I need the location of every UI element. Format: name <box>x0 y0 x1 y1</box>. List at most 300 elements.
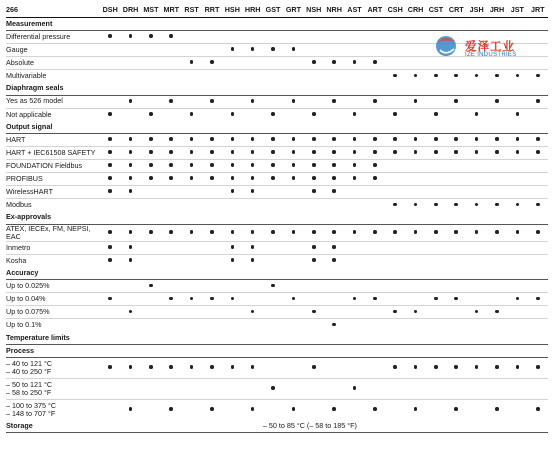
availability-dot-icon <box>536 297 540 301</box>
cell-crt <box>446 319 466 332</box>
cell-jrh <box>487 186 507 199</box>
cell-mrt <box>161 186 181 199</box>
cell-crt <box>446 147 466 160</box>
cell-drh <box>120 31 140 44</box>
cell-ast <box>344 44 364 57</box>
cell-jst <box>507 357 527 378</box>
cell-rrt <box>202 173 222 186</box>
cell-jst <box>507 108 527 121</box>
cell-mst <box>141 147 161 160</box>
cell-csh <box>385 160 405 173</box>
cell-gst <box>263 147 283 160</box>
cell-rrt <box>202 31 222 44</box>
cell-csh <box>385 199 405 212</box>
cell-jsh <box>466 173 486 186</box>
cell-dsh <box>100 280 120 293</box>
cell-crh <box>405 224 425 241</box>
cell-crh <box>405 44 425 57</box>
cell-crh <box>405 254 425 267</box>
row-label: – 40 to 121 °C – 40 to 250 °F <box>6 358 53 376</box>
cell-nsh <box>304 306 324 319</box>
cell-rrt <box>202 254 222 267</box>
cell-rst <box>181 134 201 147</box>
cell-cst <box>426 399 446 420</box>
table-body <box>6 18 548 433</box>
cell-csh <box>385 70 405 83</box>
cell-crh <box>405 280 425 293</box>
availability-dot-icon <box>190 365 194 369</box>
column-header-grt: GRT <box>285 4 301 14</box>
cell-hsh <box>222 173 242 186</box>
availability-dot-icon <box>251 230 255 234</box>
cell-art <box>365 280 385 293</box>
availability-dot-icon <box>414 203 418 207</box>
section-header <box>6 83 548 96</box>
availability-dot-icon <box>231 258 235 262</box>
cell-jrh <box>487 254 507 267</box>
cell-rrt <box>202 224 222 241</box>
availability-dot-icon <box>434 230 438 234</box>
cell-grt <box>283 280 303 293</box>
cell-cst <box>426 293 446 306</box>
cell-nrh <box>324 108 344 121</box>
cell-csh <box>385 280 405 293</box>
cell-nsh <box>304 108 324 121</box>
cell-nrh <box>324 306 344 319</box>
availability-dot-icon <box>536 137 540 141</box>
cell-mst <box>141 280 161 293</box>
column-header-crt: CRT <box>448 4 464 14</box>
cell-jrh <box>487 241 507 254</box>
cell-jrt <box>528 147 548 160</box>
cell-jsh <box>466 134 486 147</box>
availability-dot-icon <box>251 365 255 369</box>
availability-dot-icon <box>108 34 112 38</box>
cell-jrh <box>487 293 507 306</box>
cell-crh <box>405 241 425 254</box>
availability-dot-icon <box>332 60 336 64</box>
cell-nrh <box>324 57 344 70</box>
availability-dot-icon <box>516 230 520 234</box>
cell-gst <box>263 57 283 70</box>
availability-dot-icon <box>353 230 357 234</box>
cell-crh <box>405 306 425 319</box>
availability-dot-icon <box>536 150 540 154</box>
availability-dot-icon <box>516 74 520 78</box>
cell-nrh <box>324 147 344 160</box>
cell-rst <box>181 399 201 420</box>
table-row <box>6 108 548 121</box>
cell-mst <box>141 160 161 173</box>
row-label: Multivariable <box>6 71 47 81</box>
availability-dot-icon <box>454 297 458 301</box>
availability-dot-icon <box>312 310 316 314</box>
cell-crt <box>446 280 466 293</box>
availability-dot-icon <box>312 189 316 193</box>
cell-crt <box>446 173 466 186</box>
cell-jst <box>507 134 527 147</box>
cell-hrh <box>243 57 263 70</box>
cell-gst <box>263 173 283 186</box>
availability-dot-icon <box>434 365 438 369</box>
cell-mrt <box>161 319 181 332</box>
cell-crt <box>446 254 466 267</box>
cell-art <box>365 160 385 173</box>
cell-grt <box>283 199 303 212</box>
cell-dsh <box>100 186 120 199</box>
cell-nrh <box>324 378 344 399</box>
cell-jsh <box>466 357 486 378</box>
column-header-rrt: RRT <box>204 4 220 14</box>
cell-jst <box>507 147 527 160</box>
cell-crt <box>446 241 466 254</box>
availability-dot-icon <box>129 230 133 234</box>
availability-dot-icon <box>149 163 153 167</box>
cell-jsh <box>466 199 486 212</box>
availability-dot-icon <box>108 365 112 369</box>
cell-jsh <box>466 186 486 199</box>
cell-jst <box>507 70 527 83</box>
cell-rrt <box>202 160 222 173</box>
cell-rrt <box>202 44 222 57</box>
cell-crh <box>405 95 425 108</box>
availability-dot-icon <box>393 137 397 141</box>
cell-rrt <box>202 319 222 332</box>
cell-hsh <box>222 224 242 241</box>
cell-grt <box>283 134 303 147</box>
cell-hrh <box>243 293 263 306</box>
availability-dot-icon <box>332 137 336 141</box>
cell-grt <box>283 357 303 378</box>
cell-grt <box>283 173 303 186</box>
cell-gst <box>263 357 283 378</box>
cell-jrt <box>528 108 548 121</box>
storage-label: Storage <box>6 420 100 433</box>
availability-dot-icon <box>210 407 214 411</box>
availability-dot-icon <box>190 150 194 154</box>
cell-mst <box>141 134 161 147</box>
cell-dsh <box>100 44 120 57</box>
cell-ast <box>344 254 364 267</box>
cell-hsh <box>222 186 242 199</box>
cell-grt <box>283 293 303 306</box>
cell-nrh <box>324 241 344 254</box>
cell-rst <box>181 199 201 212</box>
table-row <box>6 280 548 293</box>
availability-dot-icon <box>149 284 153 288</box>
cell-art <box>365 319 385 332</box>
availability-dot-icon <box>353 386 357 390</box>
availability-dot-icon <box>129 176 133 180</box>
cell-crh <box>405 399 425 420</box>
cell-mst <box>141 306 161 319</box>
availability-dot-icon <box>231 112 235 116</box>
section-title: Ex-approvals <box>6 212 548 225</box>
availability-dot-icon <box>129 150 133 154</box>
cell-jsh <box>466 70 486 83</box>
cell-ast <box>344 147 364 160</box>
availability-dot-icon <box>129 137 133 141</box>
availability-dot-icon <box>475 137 479 141</box>
cell-jst <box>507 280 527 293</box>
cell-csh <box>385 95 405 108</box>
cell-crh <box>405 186 425 199</box>
availability-dot-icon <box>495 99 499 103</box>
cell-jrt <box>528 293 548 306</box>
availability-dot-icon <box>190 176 194 180</box>
availability-dot-icon <box>231 137 235 141</box>
cell-crt <box>446 357 466 378</box>
availability-dot-icon <box>312 112 316 116</box>
availability-dot-icon <box>495 203 499 207</box>
cell-nrh <box>324 357 344 378</box>
cell-nsh <box>304 357 324 378</box>
cell-dsh <box>100 70 120 83</box>
availability-dot-icon <box>169 176 173 180</box>
cell-hsh <box>222 44 242 57</box>
cell-nsh <box>304 44 324 57</box>
availability-dot-icon <box>292 297 296 301</box>
cell-cst <box>426 306 446 319</box>
cell-csh <box>385 147 405 160</box>
availability-dot-icon <box>292 99 296 103</box>
cell-rst <box>181 160 201 173</box>
availability-dot-icon <box>414 74 418 78</box>
availability-dot-icon <box>414 137 418 141</box>
availability-dot-icon <box>475 74 479 78</box>
table-row <box>6 173 548 186</box>
availability-dot-icon <box>251 47 255 51</box>
column-header-ast: AST <box>347 4 362 14</box>
cell-nrh <box>324 280 344 293</box>
availability-dot-icon <box>231 230 235 234</box>
availability-dot-icon <box>129 310 133 314</box>
cell-crt <box>446 134 466 147</box>
cell-mrt <box>161 399 181 420</box>
cell-mrt <box>161 280 181 293</box>
cell-hsh <box>222 134 242 147</box>
cell-cst <box>426 224 446 241</box>
cell-rrt <box>202 57 222 70</box>
column-header-crh: CRH <box>407 4 424 14</box>
cell-rst <box>181 357 201 378</box>
availability-dot-icon <box>353 297 357 301</box>
cell-csh <box>385 31 405 44</box>
cell-jrh <box>487 399 507 420</box>
cell-cst <box>426 173 446 186</box>
cell-art <box>365 134 385 147</box>
cell-drh <box>120 160 140 173</box>
availability-dot-icon <box>190 60 194 64</box>
availability-dot-icon <box>332 189 336 193</box>
availability-dot-icon <box>271 112 275 116</box>
availability-dot-icon <box>516 365 520 369</box>
cell-dsh <box>100 108 120 121</box>
availability-dot-icon <box>516 297 520 301</box>
cell-jsh <box>466 378 486 399</box>
cell-rrt <box>202 70 222 83</box>
availability-dot-icon <box>190 137 194 141</box>
storage-row <box>6 420 548 433</box>
availability-dot-icon <box>332 245 336 249</box>
availability-dot-icon <box>292 150 296 154</box>
cell-crh <box>405 293 425 306</box>
cell-dsh <box>100 173 120 186</box>
cell-gst <box>263 199 283 212</box>
cell-art <box>365 57 385 70</box>
table-row <box>6 147 548 160</box>
cell-grt <box>283 95 303 108</box>
cell-crh <box>405 108 425 121</box>
cell-crt <box>446 399 466 420</box>
cell-art <box>365 186 385 199</box>
cell-art <box>365 70 385 83</box>
cell-csh <box>385 173 405 186</box>
cell-jrh <box>487 108 507 121</box>
cell-ast <box>344 57 364 70</box>
cell-mrt <box>161 134 181 147</box>
cell-drh <box>120 241 140 254</box>
row-label: Yes as 526 model <box>6 96 63 106</box>
cell-grt <box>283 57 303 70</box>
cell-nsh <box>304 95 324 108</box>
cell-csh <box>385 57 405 70</box>
availability-dot-icon <box>149 365 153 369</box>
availability-dot-icon <box>332 258 336 262</box>
cell-rrt <box>202 95 222 108</box>
row-label: Inmetro <box>6 242 31 252</box>
cell-cst <box>426 108 446 121</box>
cell-jsh <box>466 147 486 160</box>
cell-grt <box>283 241 303 254</box>
availability-dot-icon <box>129 407 133 411</box>
cell-dsh <box>100 254 120 267</box>
availability-dot-icon <box>516 112 520 116</box>
availability-dot-icon <box>271 386 275 390</box>
cell-rst <box>181 293 201 306</box>
cell-jst <box>507 293 527 306</box>
availability-dot-icon <box>373 407 377 411</box>
availability-dot-icon <box>516 203 520 207</box>
cell-mst <box>141 31 161 44</box>
cell-cst <box>426 160 446 173</box>
cell-rrt <box>202 108 222 121</box>
cell-jst <box>507 254 527 267</box>
cell-rrt <box>202 306 222 319</box>
cell-art <box>365 378 385 399</box>
cell-grt <box>283 147 303 160</box>
cell-mrt <box>161 378 181 399</box>
availability-dot-icon <box>190 112 194 116</box>
cell-grt <box>283 319 303 332</box>
cell-ast <box>344 108 364 121</box>
availability-dot-icon <box>332 176 336 180</box>
cell-hsh <box>222 57 242 70</box>
cell-nsh <box>304 31 324 44</box>
cell-cst <box>426 357 446 378</box>
cell-hrh <box>243 399 263 420</box>
cell-jsh <box>466 399 486 420</box>
cell-jrh <box>487 224 507 241</box>
availability-dot-icon <box>414 150 418 154</box>
cell-grt <box>283 186 303 199</box>
table-row <box>6 199 548 212</box>
cell-mst <box>141 199 161 212</box>
availability-dot-icon <box>332 323 336 327</box>
cell-jrh <box>487 280 507 293</box>
cell-drh <box>120 199 140 212</box>
cell-mst <box>141 95 161 108</box>
cell-jsh <box>466 254 486 267</box>
availability-dot-icon <box>332 163 336 167</box>
cell-jst <box>507 378 527 399</box>
cell-art <box>365 293 385 306</box>
cell-jrh <box>487 95 507 108</box>
availability-dot-icon <box>292 230 296 234</box>
cell-gst <box>263 293 283 306</box>
table-row <box>6 70 548 83</box>
availability-dot-icon <box>129 189 133 193</box>
cell-rrt <box>202 147 222 160</box>
cell-mrt <box>161 95 181 108</box>
cell-nrh <box>324 160 344 173</box>
row-label: Differential pressure <box>6 31 71 41</box>
section-title: Measurement <box>6 18 548 31</box>
cell-hrh <box>243 378 263 399</box>
cell-ast <box>344 173 364 186</box>
cell-hsh <box>222 306 242 319</box>
specification-table <box>6 3 548 433</box>
cell-hsh <box>222 108 242 121</box>
cell-hrh <box>243 95 263 108</box>
cell-mrt <box>161 147 181 160</box>
cell-drh <box>120 254 140 267</box>
row-label: HART + IEC61508 SAFETY <box>6 147 96 157</box>
cell-grt <box>283 160 303 173</box>
table-row <box>6 319 548 332</box>
availability-dot-icon <box>149 112 153 116</box>
cell-crt <box>446 160 466 173</box>
cell-rst <box>181 241 201 254</box>
availability-dot-icon <box>312 60 316 64</box>
availability-dot-icon <box>129 365 133 369</box>
cell-art <box>365 44 385 57</box>
availability-dot-icon <box>414 407 418 411</box>
cell-art <box>365 399 385 420</box>
cell-nrh <box>324 293 344 306</box>
section-header <box>6 121 548 134</box>
availability-dot-icon <box>373 137 377 141</box>
cell-art <box>365 254 385 267</box>
availability-dot-icon <box>108 150 112 154</box>
availability-dot-icon <box>251 150 255 154</box>
section-header <box>6 18 548 31</box>
cell-nsh <box>304 57 324 70</box>
cell-crh <box>405 319 425 332</box>
cell-gst <box>263 254 283 267</box>
cell-mrt <box>161 224 181 241</box>
cell-crh <box>405 134 425 147</box>
cell-nsh <box>304 241 324 254</box>
cell-jst <box>507 160 527 173</box>
cell-gst <box>263 241 283 254</box>
availability-dot-icon <box>312 245 316 249</box>
cell-nrh <box>324 186 344 199</box>
row-label: Up to 0.025% <box>6 281 50 291</box>
availability-dot-icon <box>495 407 499 411</box>
cell-jrh <box>487 199 507 212</box>
availability-dot-icon <box>414 310 418 314</box>
